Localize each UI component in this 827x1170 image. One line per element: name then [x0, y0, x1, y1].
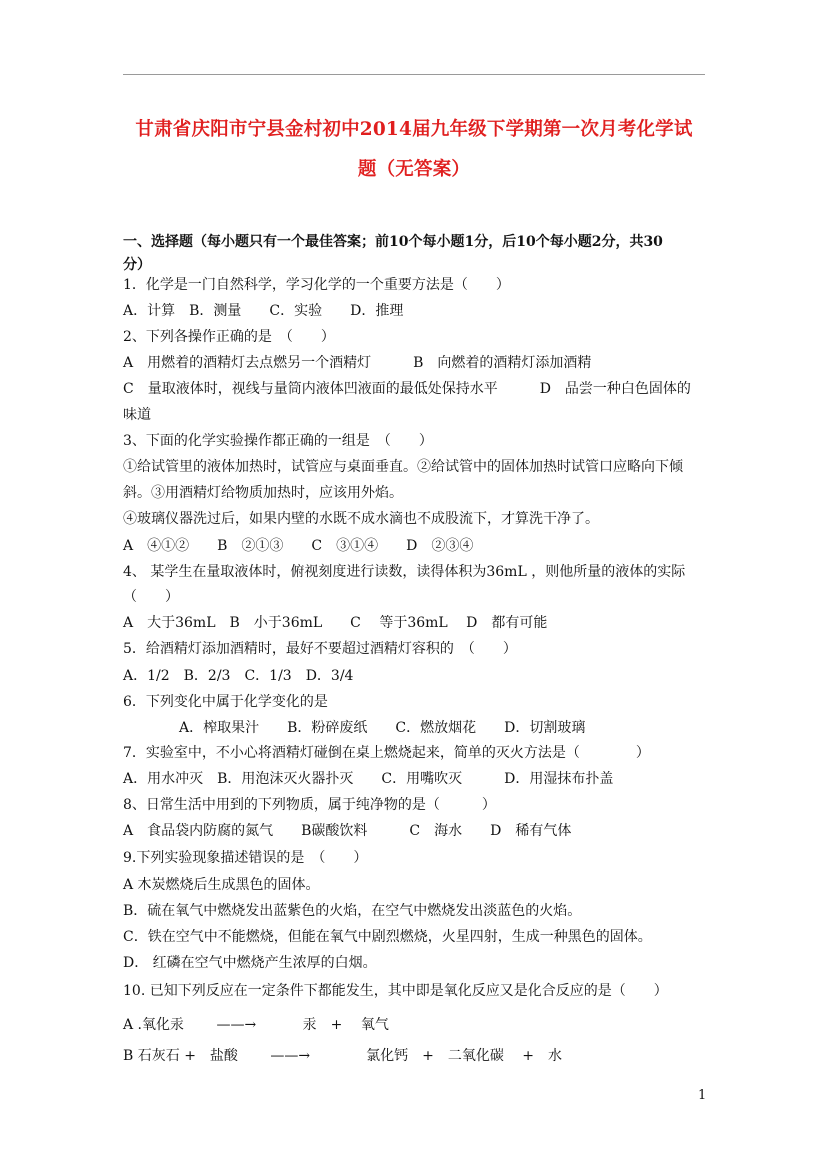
document-title	[118, 110, 710, 190]
question-line: 斜。③用酒精灯给物质加热时，应该用外焰。	[123, 485, 403, 501]
title-line-2: 题（无答案）	[357, 159, 471, 180]
question-line: C 量取液体时，视线与量筒内液体凹液面的最低处保持水平 D 品尝一种白色固体的	[123, 381, 691, 397]
question-line: 2、下列各操作正确的是 （ ）	[123, 329, 335, 345]
question-line: B．硫在氧气中燃烧发出蓝紫色的火焰，在空气中燃烧发出淡蓝色的火焰。	[123, 903, 582, 919]
question-line: ④玻璃仪器洗过后，如果内壁的水既不成水滴也不成股流下，才算洗干净了。	[123, 511, 599, 527]
question-line: A．榨取果汁 B．粉碎废纸 C．燃放烟花 D．切割玻璃	[123, 720, 586, 736]
question-line: （ ）	[123, 589, 179, 605]
question-line: A．用水冲灭 B．用泡沫灭火器扑灭 C．用嘴吹灭 D．用湿抹布扑盖	[123, 771, 614, 787]
question-line: A．1/2 B．2/3 C．1/3 D．3/4	[123, 668, 354, 684]
question-line: A 大于36mL B 小于36mL C 等于36mL D 都有可能	[123, 615, 548, 631]
question-line: 5．给酒精灯添加酒精时，最好不要超过酒精灯容积的 （ ）	[123, 641, 517, 657]
question-line: A 食品袋内防腐的氮气 B碳酸饮料 C 海水 D 稀有气体	[123, 823, 572, 839]
title-line-1: 甘肃省庆阳市宁县金村初中2014届九年级下学期第一次月考化学试	[135, 119, 693, 140]
question-line: A 用燃着的酒精灯去点燃另一个酒精灯 B 向燃着的酒精灯添加酒精	[123, 355, 592, 371]
question-line: A．计算 B．测量 C．实验 D．推理	[123, 303, 404, 319]
page-number: 1	[698, 1088, 707, 1103]
question-line: A 木炭燃烧后生成黑色的固体。	[123, 877, 320, 893]
section-heading-line-1: 一、选择题（每小题只有一个最佳答案；前10个每小题1分，后10个每小题2分，共30	[123, 234, 663, 250]
section-heading-line-2: 分）	[123, 257, 151, 273]
question-line: C．铁在空气中不能燃烧，但能在氧气中剧烈燃烧，火星四射，生成一种黑色的固体。	[123, 929, 652, 945]
question-line: 1．化学是一门自然科学，学习化学的一个重要方法是（ ）	[123, 277, 510, 293]
question-line: 8、日常生活中用到的下列物质，属于纯净物的是（ ）	[123, 797, 496, 813]
question-line: 味道	[123, 407, 151, 423]
question-line: ①给试管里的液体加热时，试管应与桌面垂直。②给试管中的固体加热时试管口应略向下倾	[123, 459, 683, 475]
question-line: 9.下列实验现象描述错误的是 （ ）	[123, 850, 368, 866]
question-line: A ④①② B ②①③ C ③①④ D ②③④	[123, 538, 474, 554]
question-line: 3、下面的化学实验操作都正确的一组是 （ ）	[123, 433, 433, 449]
question-line: B 石灰石 + 盐酸 ——→ 氯化钙 + 二氧化碳 + 水	[123, 1048, 563, 1064]
header-rule	[123, 74, 705, 75]
question-line: D． 红磷在空气中燃烧产生浓厚的白烟。	[123, 955, 377, 971]
question-line: 4、 某学生在量取液体时，俯视刻度进行读数，读得体积为36mL ，则他所量的液体的实际	[123, 564, 686, 580]
question-line: A .氧化汞 ——→ 汞 + 氧气	[123, 1017, 389, 1033]
question-line: 10. 已知下列反应在一定条件下都能发生，其中即是氧化反应又是化合反应的是（ ）	[123, 983, 668, 999]
question-line: 6．下列变化中属于化学变化的是	[123, 694, 328, 710]
question-line: 7．实验室中，不小心将酒精灯碰倒在桌上燃烧起来，简单的灭火方法是（ ）	[123, 745, 650, 761]
